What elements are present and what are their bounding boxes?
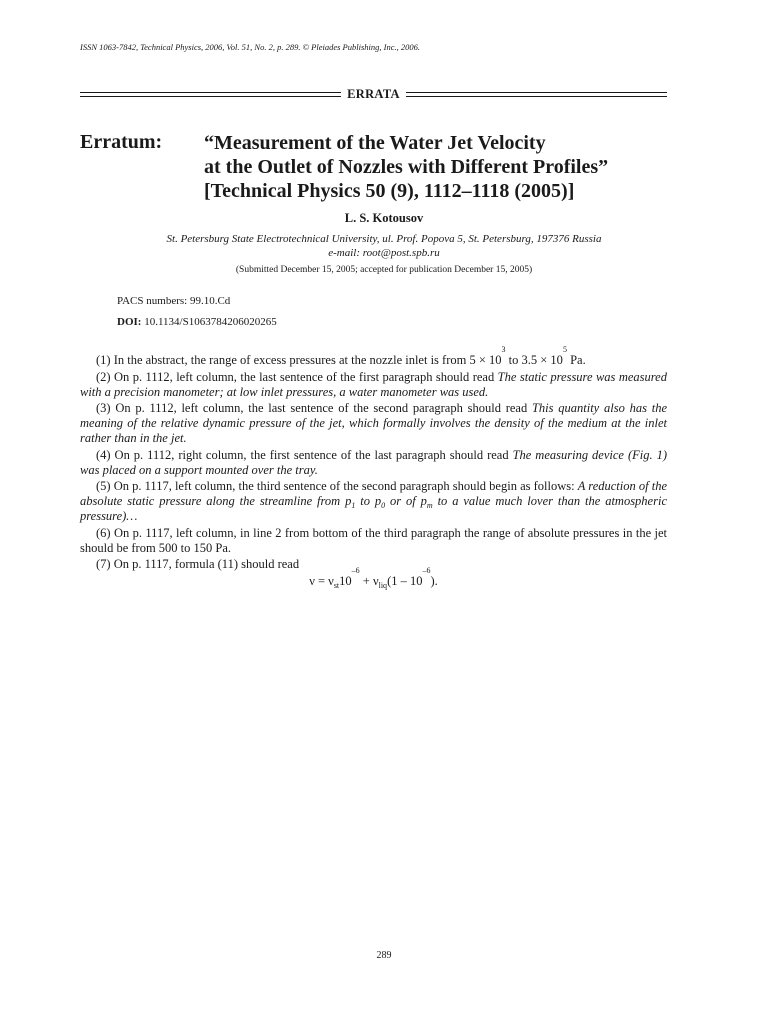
title-line-2: at the Outlet of Nozzles with Different Profiles” xyxy=(204,156,609,178)
affiliation: St. Petersburg State Electrotechnical University, ul. Prof. Popova 5, St. Petersburg, 197376 Russia xyxy=(166,233,602,245)
doi-label: DOI: xyxy=(117,316,142,328)
email: e-mail: root@post.spb.ru xyxy=(328,246,440,259)
erratum-item-6: (6) On p. 1117, left column, in line 2 from bottom of the third paragraph the range of absolute pressures in the jet should be from 500 to 150 Pa. xyxy=(80,525,667,555)
erratum-item-3: (3) On p. 1112, left column, the last sentence of the second paragraph should read This quantity also has the meaning of the relative dynamic pressure of the jet, which formally involves the density of the medium at the inlet rather than in the jet. xyxy=(80,401,667,445)
section-rule-right xyxy=(406,92,667,97)
doi-value: 10.1134/S1063784206020265 xyxy=(144,316,277,328)
title-line-1: “Measurement of the Water Jet Velocity xyxy=(204,132,546,154)
erratum-item-2: (2) On p. 1112, left column, the last sentence of the first paragraph should read The static pressure was measured with a precision manometer; at low inlet pressures, a water manometer was used. xyxy=(80,369,667,399)
erratum-item-1: (1) In the abstract, the range of excess pressures at the nozzle inlet is from $5 \times 10^3$ to $3.5 \times 10^5$ Pa. xyxy=(96,345,586,367)
erratum-item-4: (4) On p. 1112, right column, the first sentence of the last paragraph should read The measuring device (Fig. 1) was placed on a support mounted over the tray. xyxy=(80,447,667,477)
affiliation-block xyxy=(0,233,768,260)
erratum-item-5: (5) On p. 1117, left column, the third sentence of the second paragraph should begin as follows: A reduction of the absolute static pressure along the streamline from $p_1$ to $p_0$ or of $p_m$ to a value much lover than the atmospheric pressure)… xyxy=(80,479,667,523)
section-label: ERRATA xyxy=(347,86,400,101)
title-line-3: [Technical Physics 50 (9), 1112–1118 (2005)] xyxy=(204,180,575,202)
article-title xyxy=(204,131,608,203)
doi-line xyxy=(117,316,277,328)
section-rule-left xyxy=(80,92,341,97)
erratum-item-7: (7) On p. 1117, formula (11) should read xyxy=(96,557,300,571)
errata-body xyxy=(80,345,667,591)
author-name: L. S. Kotousov xyxy=(344,211,424,225)
pacs-numbers: PACS numbers: 99.10.Cd xyxy=(117,295,231,307)
formula-11: $\nu = \nu_{st}10^{-6} + \nu_{liq}(1 - 10^{-6})$. xyxy=(309,566,438,590)
page-number: 289 xyxy=(376,950,392,961)
submission-dates: (Submitted December 15, 2005; accepted for publication December 15, 2005) xyxy=(235,265,533,275)
journal-citation: ISSN 1063-7842, Technical Physics, 2006, Vol. 51, No. 2, p. 289. © Pleiades Publishing, Inc., 2006. xyxy=(80,42,420,52)
section-header xyxy=(80,85,667,103)
erratum-label: Erratum: xyxy=(80,131,163,153)
